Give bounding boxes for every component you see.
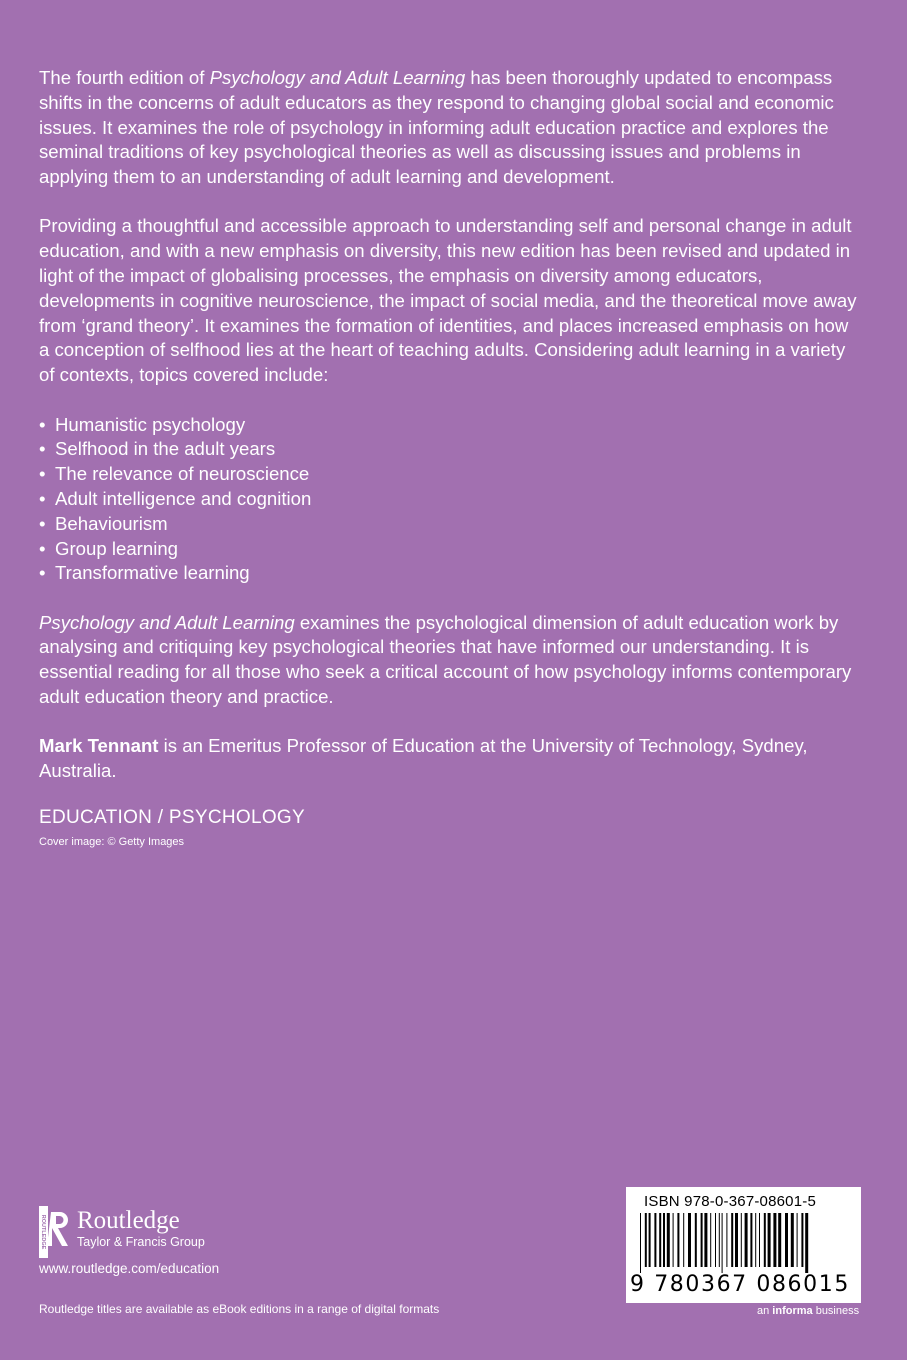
barcode-bar <box>791 1213 794 1267</box>
barcode-bar <box>695 1213 697 1267</box>
routledge-logo-icon <box>39 1206 71 1258</box>
list-item <box>39 437 859 462</box>
barcode-bar <box>778 1213 781 1267</box>
barcode-bar <box>805 1213 808 1273</box>
informa-tagline <box>757 1305 859 1317</box>
barcode-bar <box>731 1213 733 1267</box>
barcode-bar <box>722 1213 723 1273</box>
list-item <box>39 462 859 487</box>
barcode-bar <box>759 1213 760 1267</box>
barcode-bar <box>801 1213 803 1267</box>
barcode-bar <box>715 1213 716 1267</box>
list-item <box>39 537 859 562</box>
isbn-label: ISBN 978-0-367-08601-5 <box>644 1193 817 1210</box>
barcode-bar <box>773 1213 776 1267</box>
barcode-bar <box>764 1213 766 1267</box>
barcode-bars <box>640 1213 852 1273</box>
barcode-bar <box>688 1213 691 1267</box>
publisher-block <box>39 1206 219 1276</box>
barcode-bar <box>785 1213 788 1267</box>
publisher-url[interactable]: www.routledge.com/education <box>39 1261 220 1276</box>
informa-brand: informa <box>772 1305 813 1317</box>
barcode-bar <box>645 1213 647 1267</box>
author-bio-text: is an Emeritus Professor of Education at the University of Technology, Sydney, Australia. <box>39 735 808 782</box>
isbn-barcode <box>626 1187 861 1303</box>
bullet-icon: • <box>39 562 46 584</box>
subject-category: EDUCATION / PSYCHOLOGY <box>39 806 305 828</box>
topic-label: Selfhood in the adult years <box>55 438 276 460</box>
barcode-bar <box>701 1213 703 1267</box>
topic-label: The relevance of neuroscience <box>55 463 310 485</box>
barcode-bar <box>659 1213 661 1267</box>
topic-label: Transformative learning <box>55 562 250 584</box>
barcode-bar <box>797 1213 798 1267</box>
book-title-italic: Psychology and Adult Learning <box>39 611 295 633</box>
intro-text-start: The fourth edition of <box>39 67 210 88</box>
bullet-icon: • <box>39 537 46 559</box>
description-paragraph: Providing a thoughtful and accessible approach to understanding self and personal change in adult education, and with a new emphasis on diversity, this new edition has been revised and updated in light of the impact of globalising processes, the emphasis on diversity among educators, developments in cognitive neuroscience, the impact of social media, and the theoretical move away from ‘grand theory’. It examines the formation of identities, and places increased emphasis on how a conception of selfhood lies at the heart of teaching adults. Considering adult learning in a variety of contexts, topics covered include: <box>39 215 857 386</box>
topic-label: Behaviourism <box>55 512 168 534</box>
barcode-bar <box>663 1213 665 1267</box>
informa-suffix: business <box>812 1305 860 1317</box>
barcode-bar <box>719 1213 720 1267</box>
cover-image-credit: Cover image: © Getty Images <box>39 835 185 848</box>
topic-label: Group learning <box>55 537 179 559</box>
summary-paragraph <box>39 611 859 710</box>
list-item <box>39 561 859 586</box>
ebook-note: Routledge titles are available as eBook editions in a range of digital formats <box>39 1302 440 1316</box>
list-item <box>39 487 859 512</box>
publisher-name: Routledge <box>77 1207 180 1234</box>
barcode-bar <box>745 1213 748 1267</box>
barcode-bar <box>710 1213 711 1267</box>
barcode-bar <box>649 1213 651 1267</box>
topic-label: Adult intelligence and cognition <box>55 487 312 509</box>
topics-list <box>39 413 859 587</box>
barcode-bar <box>735 1213 738 1267</box>
barcode-bar <box>683 1213 684 1267</box>
intro-paragraph <box>39 66 859 190</box>
barcode-number: 9 780367 086015 <box>630 1272 850 1297</box>
author-name: Mark Tennant <box>39 735 159 757</box>
bullet-icon: • <box>39 463 46 485</box>
barcode-bar <box>750 1213 752 1267</box>
logo-vertical-text: ROUTLEDGE <box>40 1214 47 1250</box>
bullet-icon: • <box>39 487 46 509</box>
barcode-bar <box>768 1213 771 1267</box>
barcode-bar <box>704 1213 707 1267</box>
barcode-bar <box>741 1213 742 1267</box>
list-item <box>39 413 859 438</box>
list-item <box>39 512 859 537</box>
informa-prefix: an <box>757 1305 773 1317</box>
barcode-bar <box>667 1213 670 1267</box>
intro-text-rest: has been thoroughly updated to encompass shifts in the concerns of adult educators as they respond to changing global social and economic issues. It examines the role of psychology in informing adult education practice and explores the seminal traditions of key psychological theories as well as discussing issues and problems in applying them to an understanding of adult learning and development. <box>39 67 834 188</box>
bullet-icon: • <box>39 438 46 460</box>
topic-label: Humanistic psychology <box>55 413 246 435</box>
publisher-group: Taylor & Francis Group <box>77 1235 205 1249</box>
barcode-bar <box>726 1213 727 1267</box>
barcode-bar <box>755 1213 756 1267</box>
barcode-bar <box>654 1213 656 1267</box>
author-bio <box>39 734 859 784</box>
summary-text: examines the psychological dimension of adult education work by analysing and critiquing key psychological theories that have informed our understanding. It is essential reading for all those who seek a critical account of how psychology informs contemporary adult education theory and practice. <box>39 611 852 708</box>
bullet-icon: • <box>39 512 46 534</box>
barcode-bar <box>673 1213 674 1267</box>
barcode-bar <box>677 1213 679 1267</box>
bullet-icon: • <box>39 413 46 435</box>
blurb <box>39 66 859 849</box>
book-title-italic: Psychology and Adult Learning <box>209 67 466 88</box>
barcode-bar <box>640 1213 641 1273</box>
